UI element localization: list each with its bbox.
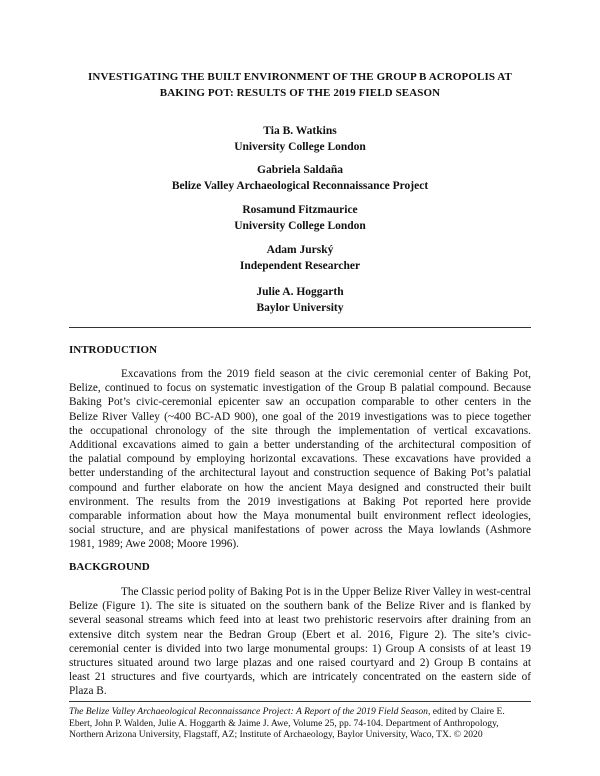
text-line: the occupational chronology of the site through the implementation of vertical excavations.	[69, 424, 531, 437]
text-line: least 21 structures and five courtyards, which are intricately concentrated on the eastern side of	[69, 671, 531, 684]
text-line: several seasonal streams which feed into at least two prehistoric reservoirs after draining from an	[69, 614, 531, 627]
text-line: ceremonial center is divided into two large monumental groups: 1) Group A consists of at least 19	[69, 642, 531, 655]
text-line: compound and further elaborate on how the ancient Maya designed and constructed their built	[69, 481, 531, 494]
author-name: Adam Jurský	[266, 244, 334, 256]
author-block	[60, 285, 540, 316]
citation-footer	[69, 706, 531, 741]
author-affiliation: Baylor University	[256, 301, 344, 314]
author-name: Julie A. Hoggarth	[256, 286, 344, 298]
author-name: Gabriela Saldaña	[257, 164, 343, 176]
text-line: Excavations from the 2019 field season at the civic ceremonial center of Baking Pot,	[121, 368, 531, 380]
footer-line: Ebert, John P. Walden, Julie A. Hoggarth & Jaime J. Awe, Volume 25, pp. 74-104. Department of Anthropology,	[69, 717, 499, 729]
author-affiliation: University College London	[234, 219, 366, 232]
text-line: Additional excavations aimed to gain a better understanding of the architectural composition of	[69, 439, 531, 452]
text-line: Baking Pot’s civic-ceremonial epicenter saw an occupation comparable to other centers in the	[69, 396, 531, 409]
title-line-2: BAKING POT: RESULTS OF THE 2019 FIELD SEASON	[159, 86, 441, 99]
section-heading-background: BACKGROUND	[69, 561, 150, 573]
text-line: the palatial compound by employing horizontal excavations. These excavations have provided a	[69, 453, 531, 466]
text-line: Belize (Figure 1). The site is situated on the southern bank of the Belize River and is flanked by	[69, 600, 531, 613]
paper-title	[60, 70, 540, 101]
text-line: 1981, 1989; Awe 2008; Moore 1996).	[69, 538, 239, 551]
author-affiliation: Belize Valley Archaeological Reconnaissance Project	[171, 179, 429, 192]
section-divider	[69, 327, 531, 328]
text-line: better understanding of the architectural layout and construction sequence of Baking Pot’s palatial	[69, 467, 531, 480]
text-line: Belize, continued to focus on systematic investigation of the Group B palatial compound. Because	[69, 382, 531, 395]
text-line: The Classic period polity of Baking Pot is in the Upper Belize River Valley in west-central	[121, 586, 531, 598]
text-line: structures situated around two large plazas and one raised courtyard and 2) Group B contains at	[69, 657, 531, 670]
text-line: Plaza B.	[69, 685, 107, 698]
text-line: Belize River Valley (~400 BC-AD 900), one goal of the 2019 investigations was to piece together	[69, 410, 531, 423]
footer-editors: , edited by Claire E.	[427, 706, 505, 717]
author-block	[60, 203, 540, 234]
author-affiliation: Independent Researcher	[239, 259, 361, 272]
title-line-1: INVESTIGATING THE BUILT ENVIRONMENT OF THE GROUP B ACROPOLIS AT	[88, 71, 512, 83]
journal-title: The Belize Valley Archaeological Reconnaissance Project: A Report of the 2019 Field Season	[69, 706, 428, 717]
text-line: environment. The results from the 2019 investigations at Baking Pot reported here provide	[69, 495, 531, 508]
text-line: social structure, and are physical manifestations of power across the Maya lowlands (Ashmore	[69, 524, 531, 537]
footer-divider	[69, 701, 531, 702]
text-line: extensive ditch system near the Bedran Group (Ebert et al. 2016, Figure 2). The site’s civic-	[69, 628, 531, 641]
background-paragraph	[69, 585, 531, 699]
text-line: comparable information about how the Maya monumental built environment reflect ideologies,	[69, 510, 531, 523]
author-name: Tia B. Watkins	[263, 125, 337, 137]
footer-line	[69, 706, 531, 718]
author-block	[60, 243, 540, 274]
footer-line: Northern Arizona University, Flagstaff, AZ; Institute of Archaeology, Baylor University, Waco, TX. © 2020	[69, 729, 483, 741]
section-heading-introduction: INTRODUCTION	[69, 344, 158, 356]
author-block	[60, 124, 540, 155]
author-name: Rosamund Fitzmaurice	[242, 204, 358, 216]
introduction-paragraph	[69, 367, 531, 552]
author-affiliation: University College London	[234, 140, 366, 153]
author-block	[60, 163, 540, 194]
